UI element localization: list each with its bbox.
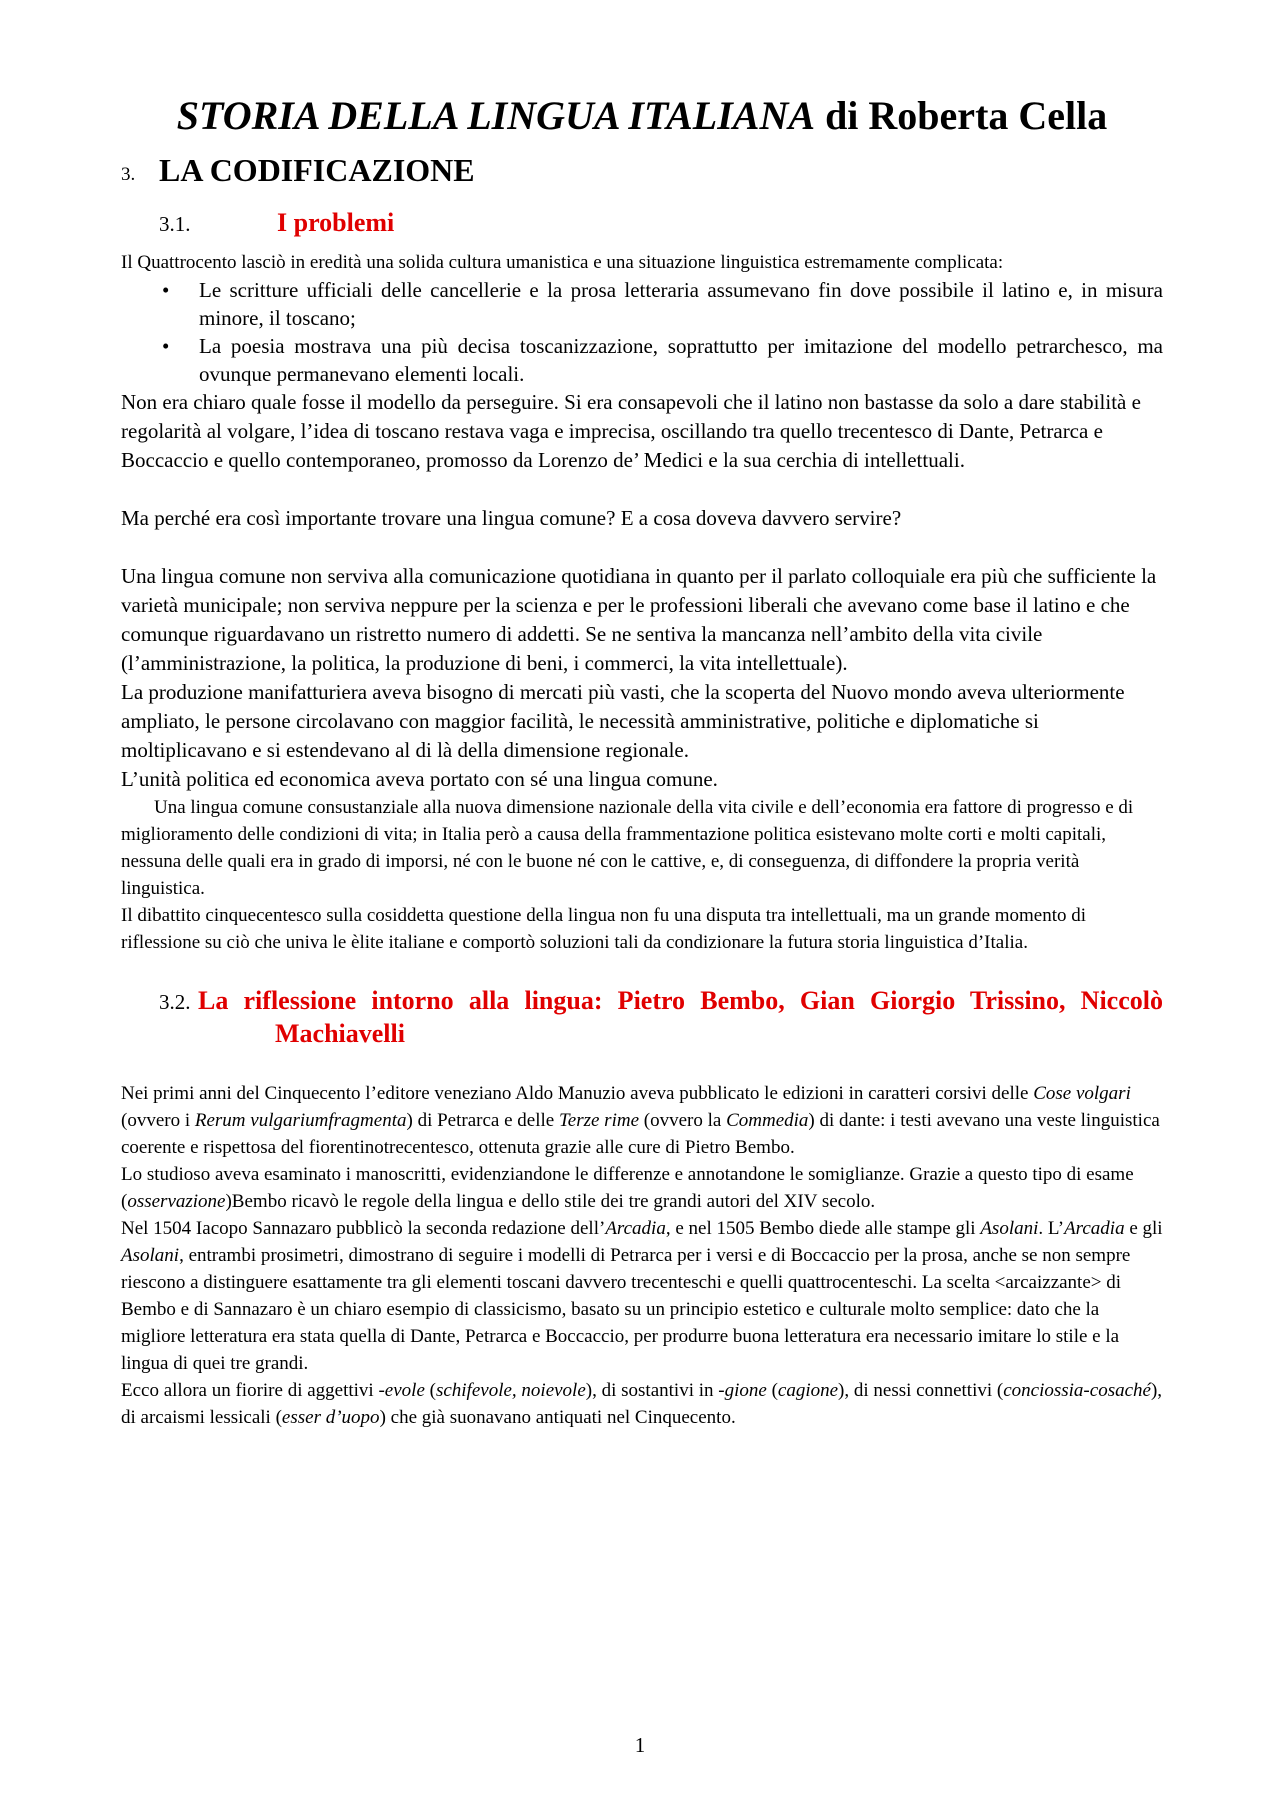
paragraph: Una lingua comune non serviva alla comunicazione quotidiana in quanto per il parlato colloquiale era più che sufficiente la varietà municipale; non serviva neppure per la scienza e per le professioni liberali che avevano come base il latino e che comunque riguardavano un ristretto numero di addetti. Se ne sentiva la mancanza nell’ambito della vita civile (l’amministrazione, la politica, la produzione di beni, i commerci, la vita intellettuale). (121, 564, 1157, 675)
list-item-text: Le scritture ufficiali delle cancellerie e la prosa letteraria assumevano fin dove possibile il latino e, in misura minore, il toscano; (199, 278, 1163, 330)
paragraph: Il dibattito cinquecentesco sulla cosiddetta questione della lingua non fu una disputa tra intellettuali, ma un grande momento di riflessione su ciò che univa le èlite italiane e comportò soluzioni tali da condizionare la futura storia linguistica d’Italia. (121, 905, 1087, 953)
paragraph: Non era chiaro quale fosse il modello da perseguire. Si era consapevoli che il latino non bastasse da solo a dare stabilità e regolarità al volgare, l’idea di toscano restava vaga e imprecisa, oscillando tra quello trecentesco di Dante, Petrarca e Boccaccio e quello contemporaneo, promosso da Lorenzo de’ Medici e la sua cerchia di intellettuali. (121, 390, 1141, 472)
list-item (121, 276, 1163, 332)
section-title: La riflessione intorno alla lingua: Pietro Bembo, Gian Giorgio Trissino, Niccolò Machiavelli (198, 986, 1163, 1048)
page-number: 1 (634, 1733, 646, 1757)
chapter-title: LA CODIFICAZIONE (159, 152, 475, 188)
paragraph: Lo studioso aveva esaminato i manoscritti, evidenziandone le differenze e annotandone le somiglianze. Grazie a questo tipo di esame (osservazione)Bembo ricavò le regole della lingua e dello stile dei tre grandi autori del XIV secolo. (121, 1164, 1134, 1212)
document-title (121, 88, 1163, 144)
chapter-number: 3. (121, 164, 136, 185)
bullet-icon: • (162, 278, 170, 302)
section-heading-1 (121, 206, 1163, 239)
list-item (121, 332, 1163, 388)
paragraph: L’unità politica ed economica aveva portato con sé una lingua comune. (121, 767, 718, 791)
paragraph: Ecco allora un fiorire di aggettivi -evole (schifevole, noievole), di sostantivi in -gione (cagione), di nessi connettivi (conciossia-cosaché), di arcaismi lessicali (esser d’uopo) che già suonavano antiquati nel Cinquecento. (121, 1380, 1163, 1428)
paragraph: Il Quattrocento lasciò in eredità una solida cultura umanistica e una situazione linguistica estremamente complicata: (121, 252, 1004, 273)
page-content (121, 88, 1163, 1431)
title-author: di Roberta Cella (815, 93, 1108, 138)
section-heading-2 (121, 984, 1163, 1050)
paragraph: Nei primi anni del Cinquecento l’editore veneziano Aldo Manuzio aveva pubblicato le edizioni in caratteri corsivi delle Cose volgari (ovvero i Rerum vulgariumfragmenta) di Petrarca e delle Terze rime (ovvero la Commedia) di dante: i testi avevano una veste linguistica coerente e rispettosa del fiorentinotrecentesco, ottenuta grazie alle cure di Pietro Bembo. (121, 1083, 1160, 1158)
paragraph: Una lingua comune consustanziale alla nuova dimensione nazionale della vita civile e dell’economia era fattore di progresso e di miglioramento delle condizioni di vita; in Italia però a causa della frammentazione politica esistevano molte corti e molti capitali, nessuna delle quali era in grado di imporsi, né con le buone né con le cattive, e, di conseguenza, di diffondere la propria verità linguistica. (121, 797, 1134, 899)
paragraph: La produzione manifatturiera aveva bisogno di mercati più vasti, che la scoperta del Nuovo mondo aveva ulteriormente ampliato, le persone circolavano con maggior facilità, le necessità amministrative, politiche e diplomatiche si moltiplicavano e si estendevano al di là della dimensione regionale. (121, 680, 1125, 762)
bullet-list (121, 276, 1163, 388)
title-italic: STORIA DELLA LINGUA ITALIANA (176, 93, 816, 138)
section-number: 3.2. (159, 990, 191, 1014)
list-item-text: La poesia mostrava una più decisa toscanizzazione, soprattutto per imitazione del modello petrarchesco, ma ovunque permanevano elementi locali. (199, 334, 1163, 386)
paragraph: Ma perché era così importante trovare una lingua comune? E a cosa doveva davvero servire? (121, 506, 902, 530)
section-number: 3.1. (159, 212, 191, 236)
bullet-icon: • (162, 334, 170, 358)
chapter-heading (121, 152, 1163, 196)
paragraph: Nel 1504 Iacopo Sannazaro pubblicò la seconda redazione dell’Arcadia, e nel 1505 Bembo diede alle stampe gli Asolani. L’Arcadia e gli Asolani, entrambi prosimetri, dimostrano di seguire i modelli di Petrarca per i versi e di Boccaccio per la prosa, anche se non sempre riescono a distinguere esattamente tra gli elementi toscani davvero trecenteschi e quelli quattrocenteschi. La scelta <arcaizzante> di Bembo e di Sannazaro è un chiaro esempio di classicismo, basato su un principio estetico e culturale molto semplice: dato che la migliore letteratura era stata quella di Dante, Petrarca e Boccaccio, per produrre buona letteratura era necessario imitare lo stile e la lingua di quei tre grandi. (121, 1218, 1163, 1374)
section-title: I problemi (277, 208, 395, 237)
